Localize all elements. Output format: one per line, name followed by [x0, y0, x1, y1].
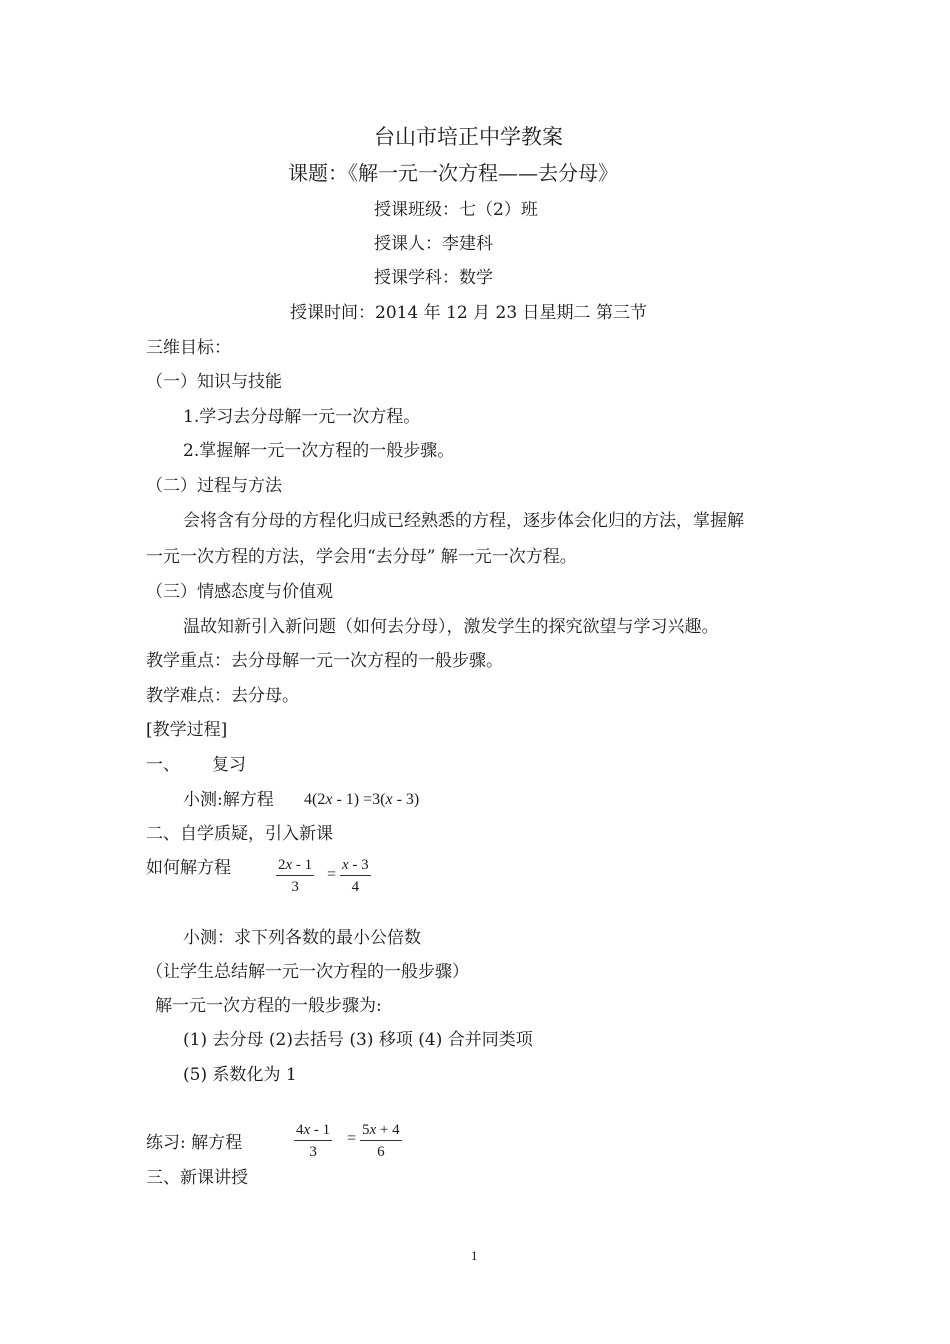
school-title: 台山市培正中学教案	[374, 125, 563, 149]
how-to-solve-label: 如何解方程	[146, 858, 231, 878]
emotion-text: 温故知新引入新问题（如何去分母），激发学生的探究欲望与学习兴趣。	[183, 617, 719, 637]
process-text-line2: 一元一次方程的方法，学会用“去分母” 解一元一次方程。	[146, 547, 577, 567]
subject-info: 授课学科：数学	[374, 268, 493, 288]
equation-1-right-fraction: $\frac{x - 3}{4}$	[342, 857, 369, 895]
class-info: 授课班级：七（2）班	[374, 200, 538, 220]
equation-1-equals: =	[327, 866, 337, 883]
difficult-point: 教学难点：去分母。	[146, 686, 299, 706]
equation-2-left-fraction: $\frac{4x - 1}{3}$	[296, 1122, 331, 1160]
section-3-title: 三、新课讲授	[146, 1168, 248, 1188]
equation-2-equals: =	[347, 1130, 357, 1147]
process-section-heading: [教学过程]	[146, 720, 228, 740]
goals-heading: 三维目标：	[146, 338, 231, 358]
quiz-2-text: 小测：求下列各数的最小公倍数	[183, 928, 421, 948]
process-text-line1: 会将含有分母的方程化归成已经熟悉的方程，逐步体会化归的方法，掌握解	[183, 511, 744, 531]
knowledge-item-2: 2.掌握解一元一次方程的一般步骤。	[183, 441, 455, 461]
knowledge-item-1: 1.学习去分母解一元一次方程。	[183, 407, 421, 427]
section-2-title: 二、自学质疑，引入新课	[146, 824, 333, 844]
quiz-1-equation: 4(2x - 1) =3(x - 3)	[304, 791, 420, 808]
steps-line-1: (1) 去分母 (2)去括号 (3) 移项 (4) 合并同类项	[183, 1030, 533, 1050]
time-info: 授课时间：2014 年 12 月 23 日星期二 第三节	[290, 303, 647, 323]
practice-label: 练习: 解方程	[146, 1133, 243, 1153]
page-number: 1	[471, 1248, 478, 1263]
knowledge-heading: （一）知识与技能	[146, 372, 282, 392]
emotion-heading: （三）情感态度与价值观	[146, 582, 333, 602]
lesson-topic: 课题：《解一元一次方程——去分母》	[288, 161, 618, 185]
equation-1-left-fraction: $\frac{2x - 1}{3}$	[278, 857, 313, 895]
summary-note: （让学生总结解一元一次方程的一般步骤）	[146, 962, 469, 982]
quiz-1-label: 小测:解方程	[183, 790, 274, 810]
key-point: 教学重点：去分母解一元一次方程的一般步骤。	[146, 651, 503, 671]
teacher-info: 授课人：李建科	[374, 234, 493, 254]
equation-2-right-fraction: $\frac{5x + 4}{6}$	[362, 1122, 400, 1160]
steps-heading: 解一元一次方程的一般步骤为:	[155, 996, 382, 1016]
steps-line-2: (5) 系数化为 1	[183, 1065, 297, 1085]
section-1-number: 一、	[146, 755, 180, 775]
section-1-title: 复习	[212, 755, 246, 775]
process-heading: （二）过程与方法	[146, 476, 282, 496]
